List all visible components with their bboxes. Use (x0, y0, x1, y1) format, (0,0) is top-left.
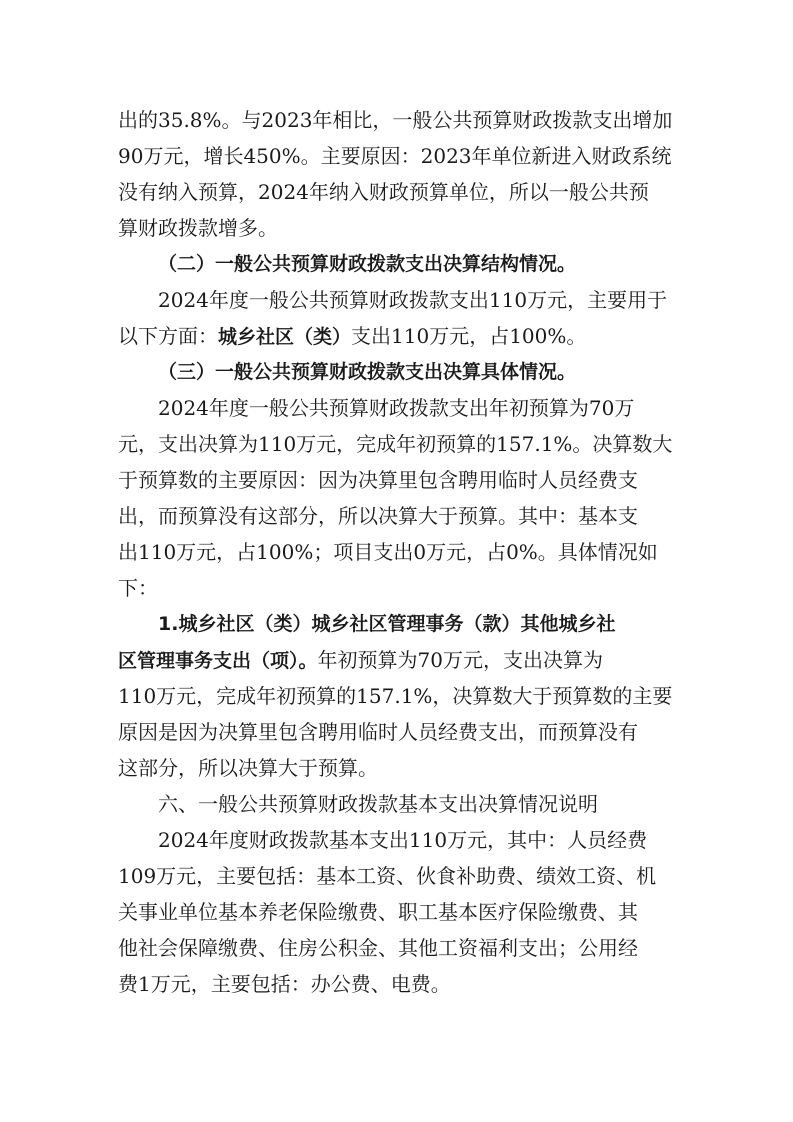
text-fragment: 以下方面： (118, 324, 218, 348)
text-line: 没有纳入预算，2024年纳入财政预算单位，所以一般公共预 (118, 180, 649, 204)
item-title-line: 1.城乡社区（类）城乡社区管理事务（款）其他城乡社 (158, 613, 616, 635)
text-line (118, 642, 684, 678)
text-line: 费1万元，主要包括：办公费、电费。 (118, 972, 451, 996)
document-body (118, 102, 684, 1002)
text-line: 关事业单位基本养老保险缴费、职工基本医疗保险缴费、其 (118, 900, 638, 924)
text-line: 下： (118, 576, 158, 600)
text-line: 90万元，增长450%。主要原因：2023年单位新进入财政系统 (118, 144, 672, 168)
text-line: 算财政拨款增多。 (118, 216, 278, 240)
text-line: 2024年度一般公共预算财政拨款支出年初预算为70万 (158, 396, 635, 420)
text-line: 他社会保障缴费、住房公积金、其他工资福利支出；公用经 (118, 936, 638, 960)
text-line: 110万元，完成年初预算的157.1%，决算数大于预算数的主要 (118, 684, 673, 708)
paragraph-expenditure-ratio (118, 102, 684, 246)
text-line (118, 318, 684, 354)
text-line: 这部分，所以决算大于预算。 (118, 756, 378, 780)
text-line: 元，支出决算为110万元，完成年初预算的157.1%。决算数大 (118, 432, 673, 456)
paragraph-item-1 (118, 606, 684, 786)
section-heading-detail: （三）一般公共预算财政拨款支出决算具体情况。 (158, 361, 577, 383)
paragraph-structure (118, 282, 684, 354)
item-title-end: 区管理事务支出（项）。 (118, 650, 318, 672)
text-line: 出110万元，占100%；项目支出0万元，占0%。具体情况如 (118, 540, 658, 564)
paragraph-detail (118, 390, 684, 606)
section-heading-structure: （二）一般公共预算财政拨款支出决算结构情况。 (158, 253, 577, 275)
text-line: 出，而预算没有这部分，所以决算大于预算。其中：基本支 (118, 504, 638, 528)
text-fragment: 支出110万元，占100%。 (351, 324, 587, 348)
text-line: 出的35.8%。与2023年相比，一般公共预算财政拨款支出增加 (118, 108, 673, 132)
text-line: 于预算数的主要原因：因为决算里包含聘用临时人员经费支 (118, 468, 638, 492)
paragraph-basic-expenditure (118, 822, 684, 1002)
text-line: 109万元，主要包括：基本工资、伙食补助费、绩效工资、机 (118, 864, 657, 888)
text-fragment: 年初预算为70万元，支出决算为 (317, 648, 603, 672)
text-line: 2024年度财政拨款基本支出110万元，其中：人员经费 (158, 828, 648, 852)
text-line: 原因是因为决算里包含聘用临时人员经费支出，而预算没有 (118, 720, 638, 744)
section-heading-basic-expenditure: 六、一般公共预算财政拨款基本支出决算情况说明 (158, 792, 598, 816)
bold-category: 城乡社区（类） (218, 326, 352, 348)
text-line: 2024年度一般公共预算财政拨款支出110万元，主要用于 (158, 288, 668, 312)
